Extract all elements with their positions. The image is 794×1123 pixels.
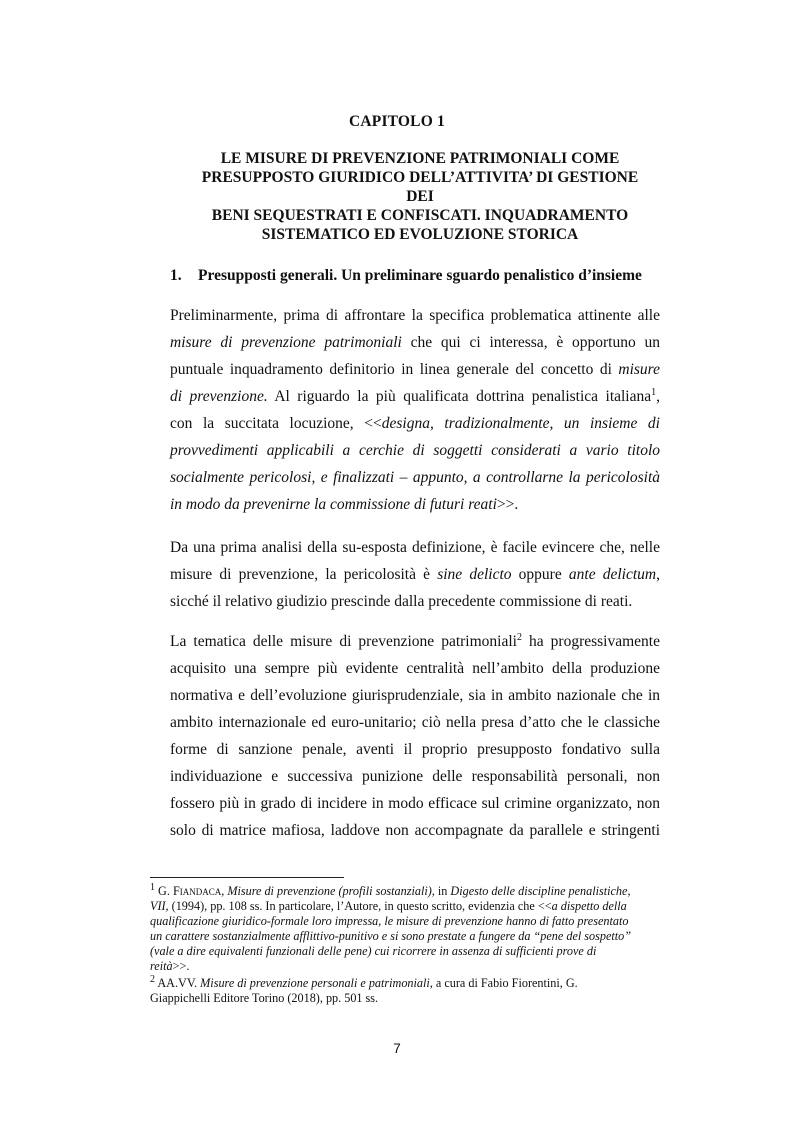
- paragraph-line: acquisito una sempre più evidente centralità nell’ambito della produzione: [170, 660, 660, 677]
- footnote-2-line: Giappichelli Editore Torino (2018), pp. 501 ss.: [150, 991, 379, 1005]
- footnote-ref[interactable]: 1: [651, 386, 657, 398]
- paragraph-line: individuazione e successiva punizione delle responsabilità personali, non: [170, 768, 660, 785]
- section-number: 1.: [170, 267, 182, 284]
- chapter-title: [190, 149, 650, 244]
- chapter-title-line: BENI SEQUESTRATI E CONFISCATI. INQUADRAMENTO: [211, 207, 629, 224]
- paragraph-line: normativa e dell’evoluzione giurisprudenziale, sia in ambito nazionale che in: [170, 687, 660, 704]
- paragraph-line: misure di prevenzione, la pericolosità è sine delicto oppure ante delictum,: [170, 566, 660, 583]
- footnote-2: $^2$ AA.VV. Misure di prevenzione personali e patrimoniali, a cura di Fabio Fiorentini, G.: [150, 973, 578, 990]
- section-heading: [170, 267, 690, 285]
- paragraph-line: con la succitata locuzione, <<designa, tradizionalmente, un insieme di: [170, 415, 660, 432]
- paragraph-line: socialmente pericolosi, e finalizzati – appunto, a controllarne la pericolosità: [170, 469, 660, 486]
- footnote-ref[interactable]: 2: [516, 631, 522, 643]
- chapter-title-line: PRESUPPOSTO GIURIDICO DELL’ATTIVITA’ DI GESTIONE DEI: [201, 169, 639, 205]
- footnote-divider: [150, 877, 344, 878]
- paragraph-line: solo di matrice mafiosa, laddove non accompagnate da parallele e stringenti: [170, 822, 660, 839]
- chapter-title-line: LE MISURE DI PREVENZIONE PATRIMONIALI COME: [220, 150, 620, 167]
- paragraph-line: puntuale inquadramento definitorio in linea generale del concetto di misure: [170, 361, 660, 378]
- paragraph-line: provvedimenti applicabili a cerchie di soggetti considerati a vario titolo: [170, 442, 660, 459]
- chapter-title-line: SISTEMATICO ED EVOLUZIONE STORICA: [261, 226, 579, 243]
- section-title: Presupposti generali. Un preliminare sguardo penalistico d’insieme: [198, 267, 642, 284]
- footnote-1-line: qualificazione giuridico-formale loro impressa, le misure di prevenzione hanno di fatto presentato: [150, 914, 629, 928]
- footnote-1-line: (vale a dire equivalenti funzionali delle pene) cui ricorrere in assenza di sufficienti prove di: [150, 944, 597, 958]
- paragraph-line: forme di sanzione penale, aventi il proprio presupposto fondativo sulla: [170, 741, 660, 758]
- paragraph-line: in modo da prevenirne la commissione di futuri reati>>.: [170, 496, 519, 513]
- footnote-1-line: un carattere sostanzialmente afflittivo-punitivo e si sono prestate a fungere da “pene del sospetto”: [150, 929, 632, 943]
- paragraph-line: ambito internazionale ed euro-unitario; ciò nella presa d’atto che le classiche: [170, 714, 660, 731]
- paragraph-line: Da una prima analisi della su-esposta definizione, è facile evincere che, nelle: [170, 539, 660, 556]
- paragraph-line: sicché il relativo giudizio prescinde dalla precedente commissione di reati.: [170, 593, 633, 610]
- paragraph-line: La tematica delle misure di prevenzione patrimoniali$^2$ ha progressivamente: [170, 631, 660, 650]
- footnote-1-line: VII, (1994), pp. 108 ss. In particolare, l’Autore, in questo scritto, evidenzia che <<a dispetto della: [150, 899, 627, 913]
- chapter-label: CAPITOLO 1: [348, 113, 446, 130]
- page-number: 7: [393, 1041, 401, 1056]
- paragraph-line: misure di prevenzione patrimoniali che qui ci interessa, è opportuno un: [170, 334, 661, 351]
- footnote-1: $^1$ G. Fiandaca, Misure di prevenzione (profili sostanziali), in Digesto delle discipline penalistiche,: [150, 881, 631, 898]
- footnote-1-line: reità>>.: [150, 959, 190, 973]
- paragraph-line: fossero più in grado di incidere in modo efficace sul crimine organizzato, non: [170, 795, 660, 812]
- paragraph-line: Preliminarmente, prima di affrontare la specifica problematica attinente alle: [170, 307, 660, 324]
- paragraph-line: di prevenzione. Al riguardo la più qualificata dottrina penalistica italiana$^1$,: [170, 386, 660, 405]
